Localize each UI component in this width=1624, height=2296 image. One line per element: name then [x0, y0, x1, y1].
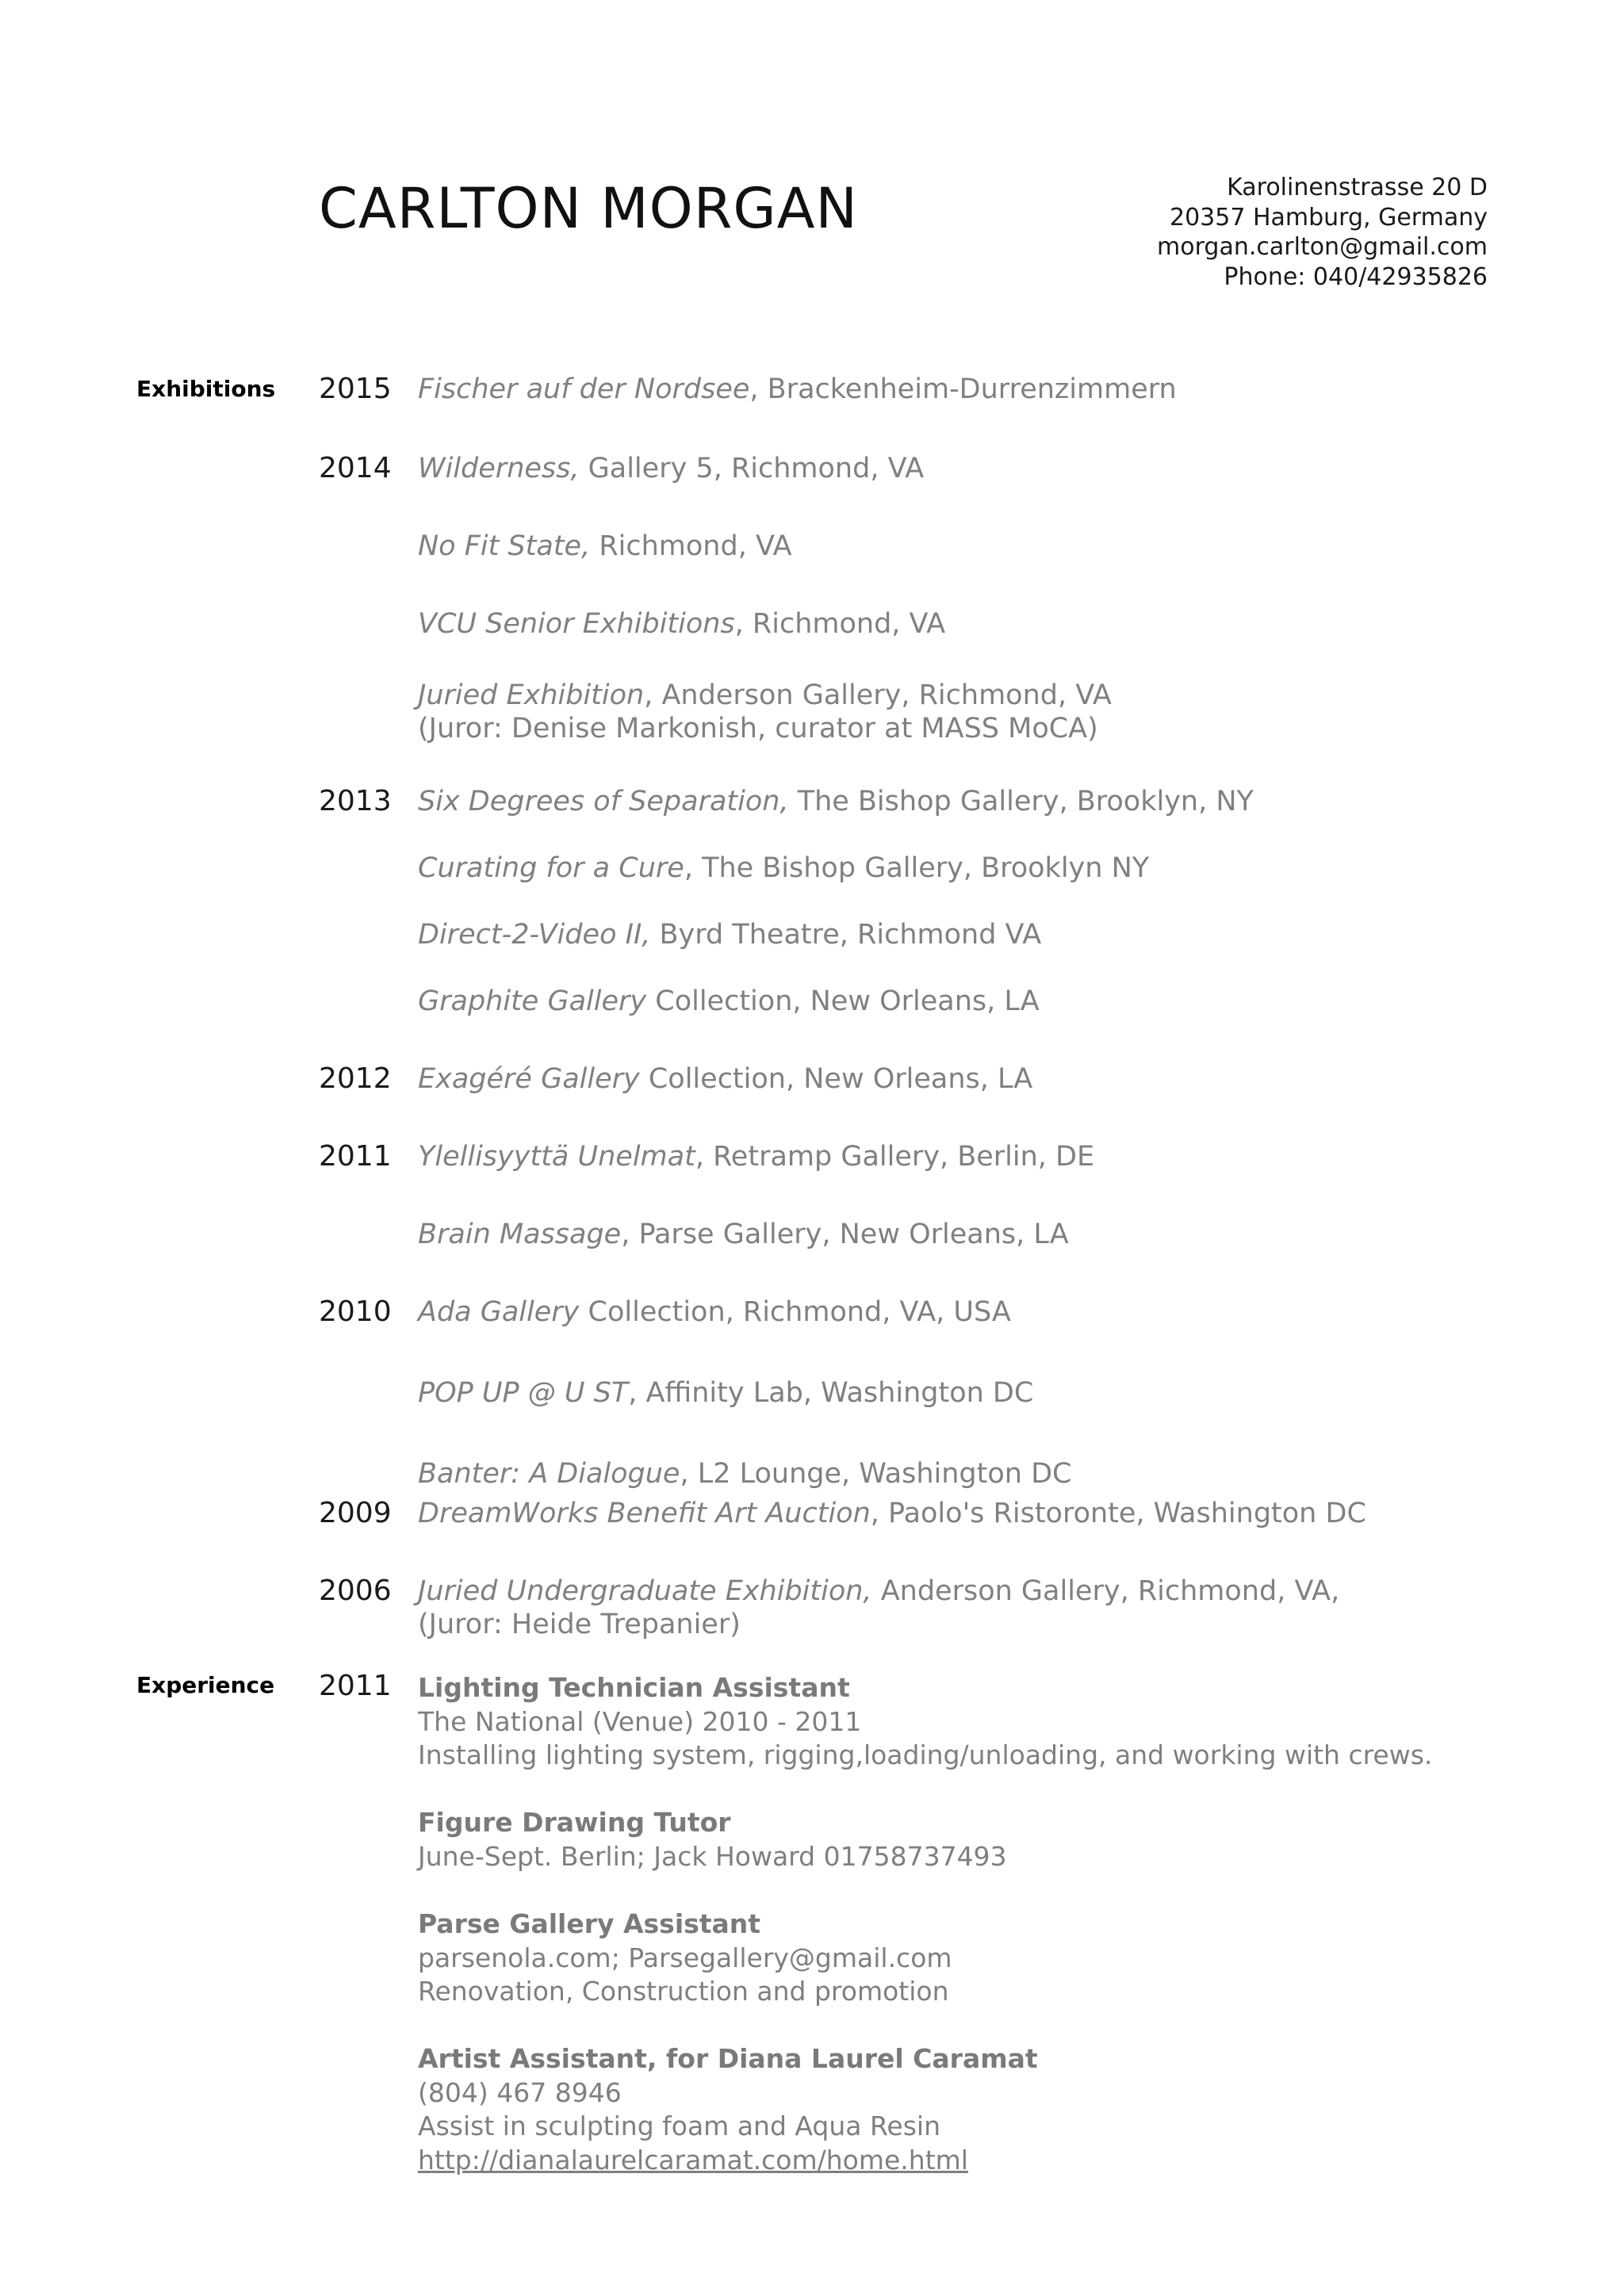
year-label: 2012 [319, 1062, 392, 1095]
job-detail: parsenola.com; Parsegallery@gmail.com [418, 1942, 952, 1973]
job-title: Parse Gallery Assistant [418, 1908, 761, 1939]
exhibition-entry [418, 530, 792, 563]
exhibition-title: Banter: A Dialogue [418, 1458, 680, 1490]
exhibition-title: Curating for a Cure [418, 852, 684, 884]
exhibition-title: Ylellisyyttä Unelmat [418, 1141, 695, 1173]
year-label: 2010 [319, 1295, 392, 1328]
year-label: 2011 [319, 1140, 392, 1173]
year-label: 2006 [319, 1575, 392, 1607]
exhibition-details: The Bishop Gallery, Brooklyn, NY [788, 786, 1254, 817]
exhibition-note: (Juror: Denise Markonish, curator at MASS MoCA) [418, 713, 1098, 744]
section-heading-exhibitions: Exhibitions [136, 376, 276, 402]
exhibition-details: Richmond, VA [590, 530, 792, 562]
address-street: Karolinenstrasse 20 D [1227, 174, 1488, 201]
job-title: Lighting Technician Assistant [418, 1672, 850, 1703]
job-title: Figure Drawing Tutor [418, 1807, 731, 1838]
exhibition-entry [418, 1062, 1032, 1096]
exhibition-title: Ada Gallery [418, 1296, 580, 1328]
exhibition-entry [418, 1218, 1069, 1251]
exhibition-title: Brain Massage [418, 1219, 622, 1250]
exhibition-title: Wilderness, [418, 453, 580, 484]
exhibition-title: VCU Senior Exhibitions [418, 608, 735, 640]
email-address: morgan.carlton@gmail.com [1157, 233, 1488, 261]
job-entry [418, 1806, 1007, 1873]
year-label: 2013 [319, 785, 392, 817]
exhibition-entry [418, 1295, 1011, 1329]
job-detail: The National (Venue) 2010 - 2011 [418, 1705, 862, 1737]
job-entry [418, 1908, 952, 2009]
exhibition-details: Byrd Theatre, Richmond VA [650, 919, 1042, 951]
job-detail: (804) 467 8946 [418, 2076, 622, 2108]
exhibition-title: Graphite Gallery [418, 985, 647, 1017]
job-detail: Installing lighting system, rigging,loading/unloading, and working with crews. [418, 1739, 1433, 1770]
exhibition-entry [418, 851, 1149, 885]
exhibition-title: Juried Exhibition [418, 679, 645, 711]
exhibition-details: , The Bishop Gallery, Brooklyn NY [684, 852, 1150, 884]
exhibition-details: Collection, Richmond, VA, USA [579, 1296, 1011, 1328]
exhibition-title: Six Degrees of Separation, [418, 786, 789, 817]
exhibition-title: Direct-2-Video II, [418, 919, 651, 951]
job-detail: Assist in sculpting foam and Aqua Resin [418, 2110, 940, 2141]
exhibition-details: , Parse Gallery, New Orleans, LA [621, 1219, 1069, 1250]
exhibition-details: , Richmond, VA [734, 608, 946, 640]
exhibition-title: Fischer auf der Nordsee [418, 373, 750, 405]
exhibition-entry [418, 679, 1112, 712]
exhibition-details: , Brackenheim-Durrenzimmern [749, 373, 1177, 405]
exhibition-entry [418, 373, 1177, 406]
candidate-name: CARLTON MORGAN [319, 176, 858, 241]
address-city: 20357 Hamburg, Germany [1169, 203, 1488, 232]
exhibition-title: Exagéré Gallery [418, 1063, 640, 1095]
phone-number: Phone: 040/42935826 [1224, 262, 1488, 291]
exhibition-entry [418, 918, 1041, 951]
exhibition-entry [418, 1575, 1339, 1608]
job-entry [418, 1671, 1432, 1773]
exhibition-details: Collection, New Orleans, LA [639, 1063, 1033, 1095]
exhibition-entry [418, 985, 1040, 1018]
job-detail: Renovation, Construction and promotion [418, 1976, 949, 2007]
portfolio-link[interactable]: http://dianalaurelcaramat.com/home.html [418, 2144, 968, 2175]
section-heading-experience: Experience [136, 1672, 275, 1698]
exhibition-entry [418, 1140, 1094, 1173]
contact-block [1157, 173, 1488, 292]
exhibition-entry [418, 452, 924, 485]
exhibition-entry [418, 1376, 1033, 1410]
exhibition-title: POP UP @ U ST [418, 1377, 629, 1409]
exhibition-details: , Affinity Lab, Washington DC [628, 1377, 1034, 1409]
exhibition-details: Anderson Gallery, Richmond, VA, [871, 1575, 1340, 1607]
exhibition-title: Juried Undergraduate Exhibition, [418, 1575, 872, 1607]
exhibition-entry [418, 607, 945, 641]
job-detail: June-Sept. Berlin; Jack Howard 01758737493 [418, 1840, 1007, 1872]
exhibition-details: , Retramp Gallery, Berlin, DE [695, 1141, 1095, 1173]
exhibition-details: , L2 Lounge, Washington DC [680, 1458, 1072, 1490]
exhibition-title: DreamWorks Benefit Art Auction [418, 1498, 871, 1529]
exhibition-note: (Juror: Heide Trepanier) [418, 1609, 741, 1640]
exhibition-entry [418, 1497, 1366, 1530]
exhibition-details: Gallery 5, Richmond, VA [579, 453, 925, 484]
job-title: Artist Assistant, for Diana Laurel Caramat [418, 2043, 1038, 2074]
job-entry [418, 2042, 1038, 2177]
exhibition-details: Collection, New Orleans, LA [646, 985, 1040, 1017]
exhibition-title: No Fit State, [418, 530, 591, 562]
exhibition-details: , Paolo's Ristoronte, Washington DC [870, 1498, 1366, 1529]
exhibition-entry [418, 785, 1254, 818]
exhibition-entry [418, 1457, 1071, 1490]
exhibition-details: , Anderson Gallery, Richmond, VA [644, 679, 1112, 711]
year-label: 2011 [319, 1670, 392, 1702]
year-label: 2015 [319, 373, 392, 405]
year-label: 2014 [319, 452, 392, 484]
year-label: 2009 [319, 1497, 392, 1529]
